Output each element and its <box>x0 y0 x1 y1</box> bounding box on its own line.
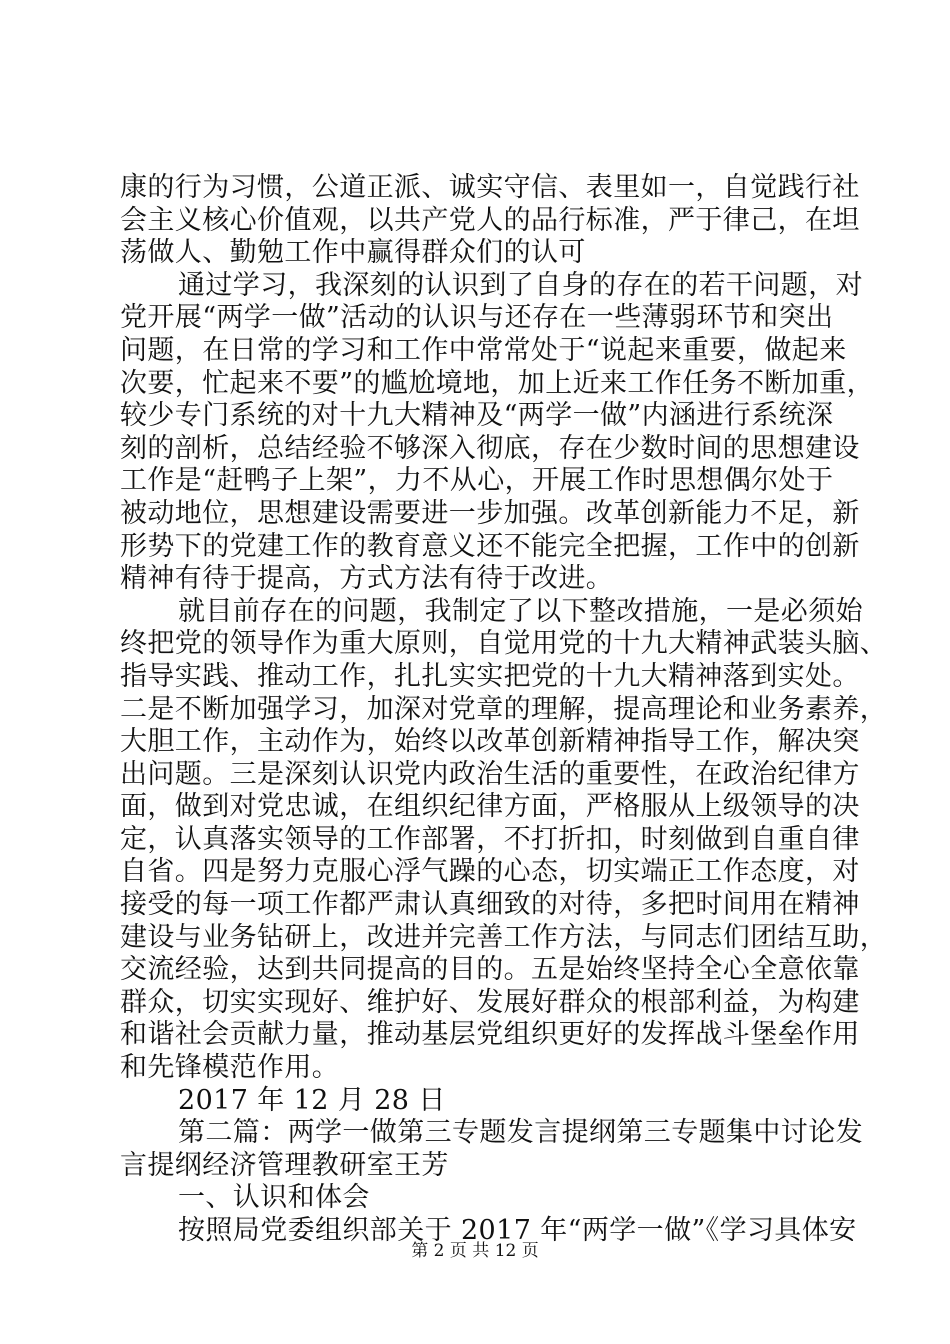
text-line: 指导实践、推动工作，扎扎实实把党的十九大精神落到实处。 <box>120 660 860 692</box>
text-line: 次要，忙起来不要”的尴尬境地，加上近来工作任务不断加重， <box>120 367 875 399</box>
text-line: 荡做人、勤勉工作中赢得群众们的认可 <box>120 237 586 269</box>
text-line: 通过学习，我深刻的认识到了自身的存在的若干问题，对 <box>178 269 863 301</box>
text-line: 和谐社会贡献力量，推动基层党组织更好的发挥战斗堡垒作用 <box>120 1019 860 1051</box>
text-line: 一、认识和体会 <box>178 1182 370 1214</box>
text-line: 接受的每一项工作都严肃认真细致的对待，多把时间用在精神 <box>120 889 860 921</box>
text-line: 问题，在日常的学习和工作中常常处于“说起来重要，做起来 <box>120 334 847 366</box>
text-line: 就目前存在的问题，我制定了以下整改措施，一是必须始 <box>178 595 863 627</box>
text-line: 定，认真落实领导的工作部署，不打折扣，时刻做到自重自律 <box>120 823 860 855</box>
text-line: 被动地位，思想建设需要进一步加强。改革创新能力不足，新 <box>120 497 860 529</box>
document-body <box>120 172 888 1248</box>
text-line: 自省。四是努力克服心浮气躁的心态，切实端正工作态度，对 <box>120 856 860 888</box>
text-line: 形势下的党建工作的教育意义还不能完全把握，工作中的创新 <box>120 530 860 562</box>
text-line: 较少专门系统的对十九大精神及“两学一做”内涵进行系统深 <box>120 400 834 432</box>
text-line: 和先锋模范作用。 <box>120 1052 340 1084</box>
text-line: 出问题。三是深刻认识党内政治生活的重要性，在政治纪律方 <box>120 758 860 790</box>
text-line: 会主义核心价值观，以共产党人的品行标准，严于律己，在坦 <box>120 204 860 236</box>
text-line: 面，做到对党忠诚，在组织纪律方面，严格服从上级领导的决 <box>120 791 860 823</box>
text-line: 康的行为习惯，公道正派、诚实守信、表里如一，自觉践行社 <box>120 172 860 203</box>
text-line: 交流经验，达到共同提高的目的。五是始终坚持全心全意依靠 <box>120 954 860 986</box>
text-line: 建设与业务钻研上，改进并完善工作方法，与同志们团结互助， <box>120 921 888 953</box>
text-line: 言提纲经济管理教研室王芳 <box>120 1149 449 1181</box>
text-line: 党开展“两学一做”活动的认识与还存在一些薄弱环节和突出 <box>120 302 834 334</box>
text-line: 群众，切实实现好、维护好、发展好群众的根部利益，为构建 <box>120 986 860 1018</box>
text-line: 大胆工作，主动作为，始终以改革创新精神指导工作，解决突 <box>120 726 860 758</box>
text-line: 2017 年 12 月 28 日 <box>178 1084 446 1116</box>
text-line: 终把党的领导作为重大原则，自觉用党的十九大精神武装头脑、 <box>120 628 888 660</box>
text-line: 二是不断加强学习，加深对党章的理解，提高理论和业务素养， <box>120 693 888 725</box>
text-line: 精神有待于提高，方式方法有待于改进。 <box>120 563 614 595</box>
text-line: 刻的剖析，总结经验不够深入彻底，存在少数时间的思想建设 <box>120 432 860 464</box>
page-footer: 第 2 页 共 12 页 <box>411 1241 539 1261</box>
text-line: 工作是“赶鸭子上架”，力不从心，开展工作时思想偶尔处于 <box>120 465 834 497</box>
text-line: 按照局党委组织部关于 2017 年“两学一做”《学习具体安 <box>178 1215 857 1246</box>
text-line: 第二篇：两学一做第三专题发言提纲第三专题集中讨论发 <box>178 1117 863 1149</box>
